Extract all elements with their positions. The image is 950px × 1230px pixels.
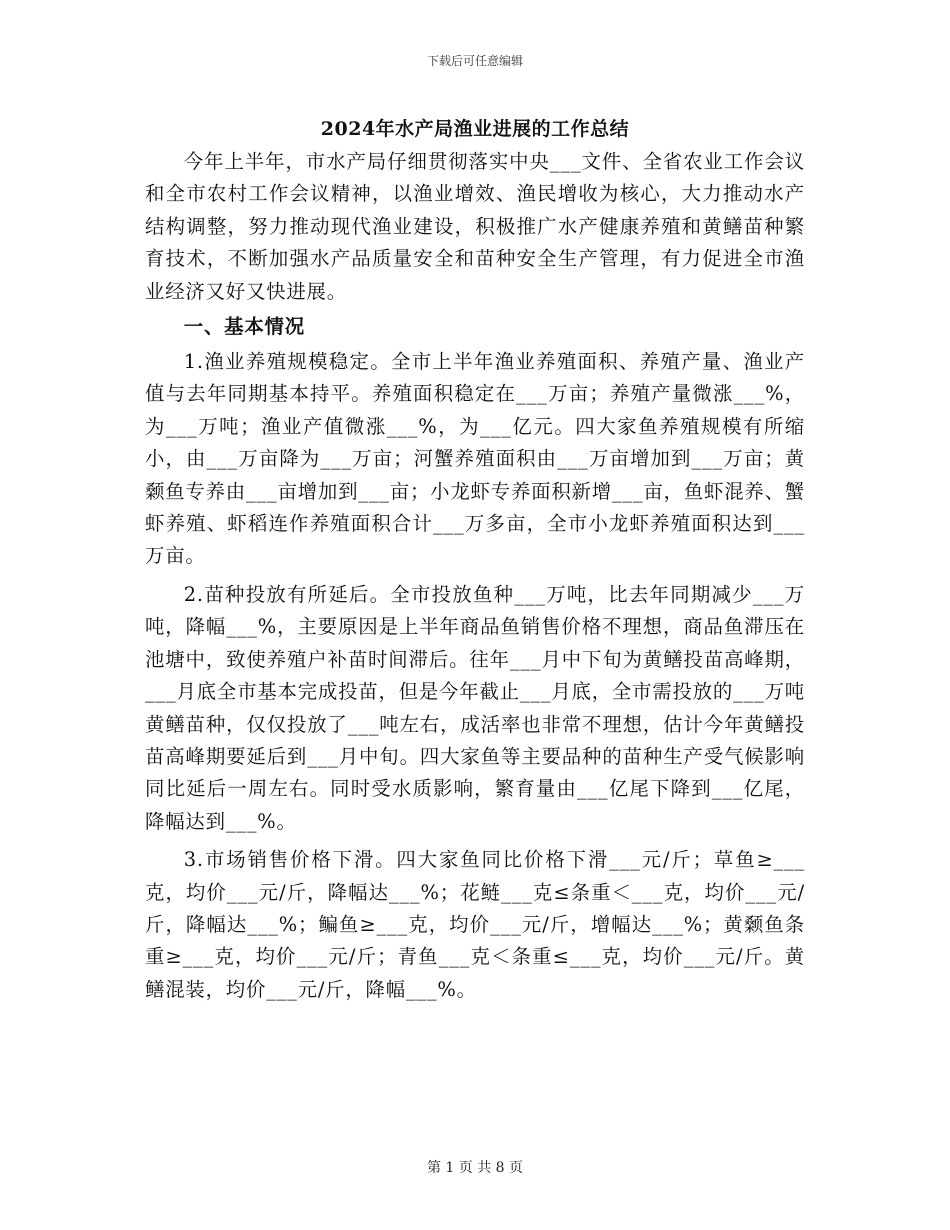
document-title: 2024年水产局渔业进展的工作总结 bbox=[320, 118, 630, 140]
paragraph-item-1: 1.渔业养殖规模稳定。全市上半年渔业养殖面积、养殖产量、渔业产值与去年同期基本持平。养殖面积稳定在___万亩；养殖产量微涨___%，为___万吨；渔业产值微涨___%，为___亿元。四大家鱼养殖规模有所缩小，由___万亩降为___万亩；河蟹养殖面积由___万亩增加到___万亩；黄颡鱼专养由___亩增加到___亩；小龙虾专养面积新增___亩，鱼虾混养、蟹虾养殖、虾稻连作养殖面积合计___万多亩，全市小龙虾养殖面积达到___万亩。 bbox=[145, 350, 805, 568]
header-note: 下载后可任意编辑 bbox=[426, 54, 523, 68]
intro-paragraph: 今年上半年，市水产局仔细贯彻落实中央___文件、全省农业工作会议和全市农村工作会议精神，以渔业增效、渔民增收为核心，大力推动水产结构调整，努力推动现代渔业建设，积极推广水产健康养殖和黄鳝苗种繁育技术，不断加强水产品质量安全和苗种安全生产管理，有力促进全市渔业经济又好又快进展。 bbox=[145, 150, 805, 303]
page-footer: 第 1 页 共 8 页 bbox=[426, 1160, 524, 1176]
paragraph-item-3: 3.市场销售价格下滑。四大家鱼同比价格下滑___元/斤；草鱼≥___克，均价___元/斤，降幅达___%；花鲢___克≤条重＜___克，均价___元/斤，降幅达___%；鳊鱼≥___克，均价___元/斤，增幅达___%；黄颡鱼条重≥___克，均价___元/斤；青鱼___克＜条重≤___克，均价___元/斤。黄鳝混装，均价___元/斤，降幅___%。 bbox=[145, 848, 805, 1001]
document-body bbox=[145, 146, 805, 1006]
section-heading-basic-situation: 一、基本情况 bbox=[183, 315, 305, 339]
paragraph-item-2: 2.苗种投放有所延后。全市投放鱼种___万吨，比去年同期减少___万吨，降幅___%，主要原因是上半年商品鱼销售价格不理想，商品鱼滞压在池塘中，致使养殖户补苗时间滞后。往年___月中下旬为黄鳝投苗高峰期，___月底全市基本完成投苗，但是今年截止___月底，全市需投放的___万吨黄鳝苗种，仅仅投放了___吨左右，成活率也非常不理想，估计今年黄鳝投苗高峰期要延后到___月中旬。四大家鱼等主要品种的苗种生产受气候影响同比延后一周左右。同时受水质影响，繁育量由___亿尾下降到___亿尾，降幅达到___%。 bbox=[145, 582, 805, 833]
